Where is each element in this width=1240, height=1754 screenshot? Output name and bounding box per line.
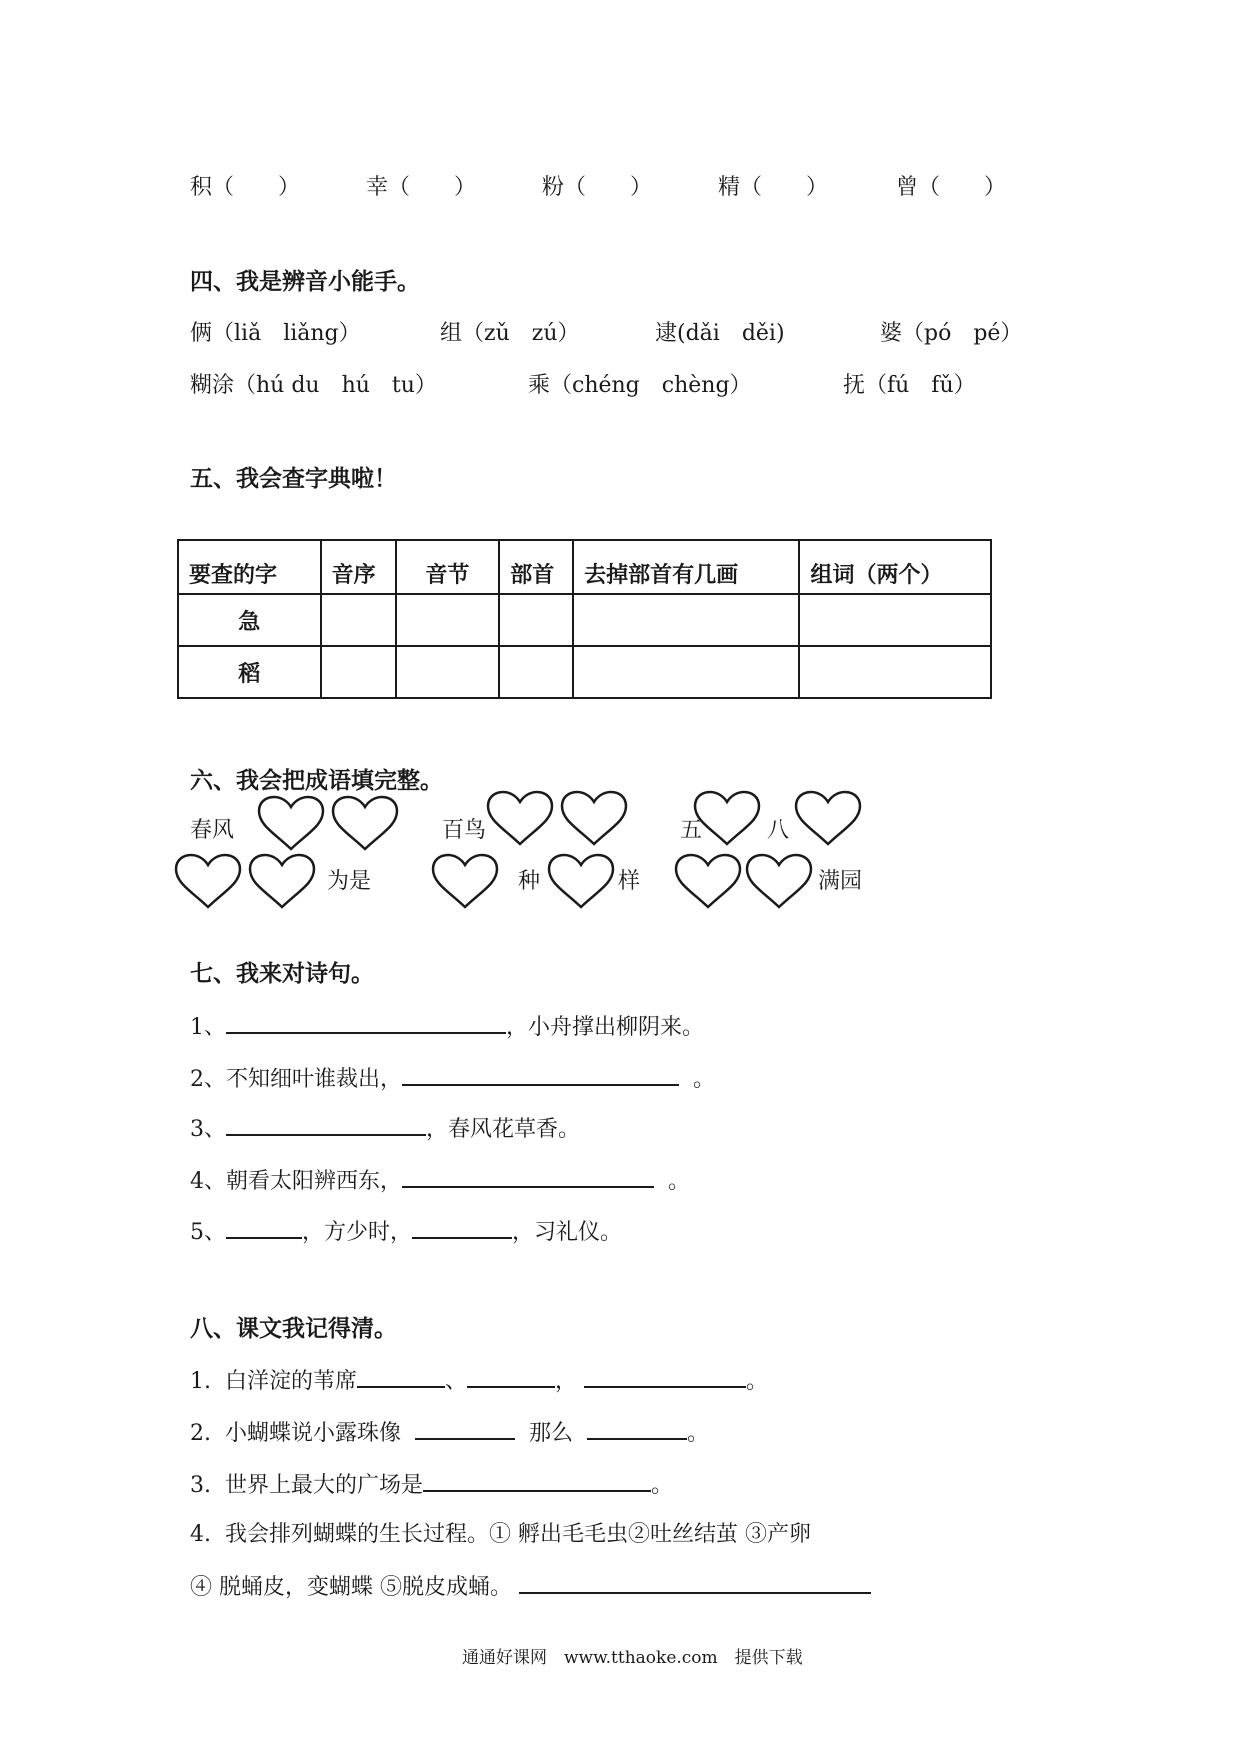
answer-blank[interactable] [412,1213,512,1239]
answer-blank[interactable] [402,1060,679,1086]
heart-icon[interactable] [692,790,762,846]
poem-text: 不知细叶谁裁出， [226,1067,403,1092]
header-strokes: 去掉部首有几画 [573,540,799,594]
heart-icon[interactable] [546,853,616,909]
poem-line-3 [190,1110,580,1143]
answer-blank[interactable] [587,1414,687,1440]
idiom-text: 为是 [327,869,372,894]
heart-icon[interactable] [173,853,243,909]
answer-blank[interactable] [423,1466,651,1492]
item-text: 那么 [529,1421,574,1446]
answer-blank[interactable] [226,1110,426,1136]
dictionary-table [177,539,992,699]
item-sep: ， [555,1369,578,1394]
poem-num: 5、 [190,1220,226,1245]
item-sep: 、 [445,1369,468,1394]
s3-item-2: 幸（ ） [366,175,477,200]
heart-icon[interactable] [744,853,814,909]
table-row [178,594,991,646]
heart-icon[interactable] [430,853,500,909]
poem-num: 4、 [190,1169,226,1194]
poem-text: ，方少时， [302,1220,413,1245]
footer-credit: 通通好课网 www.tthaoke.com 提供下载 [462,1648,803,1668]
cell-blank[interactable] [396,594,500,646]
poem-line-2 [190,1060,715,1093]
answer-blank[interactable] [357,1362,445,1388]
answer-blank[interactable] [519,1568,871,1594]
item-num: ④ [190,1575,213,1600]
row-char: 急 [178,594,321,646]
item-end: 。 [651,1473,674,1498]
poem-text: 。 [693,1067,716,1092]
idiom-text: 样 [618,869,641,894]
heart-icon[interactable] [793,790,863,846]
s4-row2-item-1: 糊涂（hú du hú tu） [190,373,437,398]
header-words: 组词（两个） [799,540,991,594]
section7-title: 七、我来对诗句。 [190,961,374,987]
s3-item-1: 积（ ） [190,175,301,200]
poem-line-5 [190,1213,622,1246]
poem-num: 2、 [190,1067,226,1092]
heart-icon[interactable] [559,790,629,846]
answer-blank[interactable] [467,1362,555,1388]
cell-blank[interactable] [573,646,799,698]
item-num: 3. [190,1473,211,1498]
cell-blank[interactable] [321,594,396,646]
table-header-row [178,540,991,594]
poem-num: 3、 [190,1117,226,1142]
s4-row1-item-1: 俩（liǎ liǎng） [190,321,361,346]
cell-blank[interactable] [321,646,396,698]
poem-text: ，小舟撑出柳阴来。 [506,1015,705,1040]
poem-text: 朝看太阳辨西东， [226,1169,403,1194]
cell-blank[interactable] [573,594,799,646]
heart-icon[interactable] [485,790,555,846]
cell-blank[interactable] [499,594,573,646]
poem-text: ，春风花草香。 [426,1117,581,1142]
heart-icon[interactable] [673,853,743,909]
answer-blank[interactable] [226,1008,506,1034]
row-char: 稻 [178,646,321,698]
s4-row2-item-2: 乘（chéng chèng） [528,373,752,398]
s4-row1-item-3: 逮(dǎi děi) [655,321,785,346]
poem-line-1 [190,1008,704,1041]
item-num: 4. [190,1522,211,1547]
table-row [178,646,991,698]
section4-title: 四、我是辨音小能手。 [190,269,420,295]
answer-blank[interactable] [402,1162,654,1188]
s3-item-3: 粉（ ） [542,175,653,200]
item-end: 。 [687,1421,710,1446]
header-yinjie: 音节 [396,540,500,594]
answer-blank[interactable] [584,1362,746,1388]
answer-blank[interactable] [226,1213,302,1239]
text-item-5 [190,1568,871,1601]
cell-blank[interactable] [799,594,991,646]
heart-icon[interactable] [247,853,317,909]
item-text: 小蝴蝶说小露珠像 [225,1421,402,1446]
item-num: 1. [190,1369,211,1394]
text-item-2 [190,1414,709,1447]
item-text: 白洋淀的苇席 [225,1369,358,1394]
item-end: 。 [746,1369,769,1394]
idiom-text: 种 [518,869,541,894]
poem-text: 。 [668,1169,691,1194]
s3-item-5: 曾（ ） [896,175,1007,200]
answer-blank[interactable] [415,1414,515,1440]
idiom-text: 满园 [818,869,863,894]
section6-title: 六、我会把成语填完整。 [190,768,443,794]
poem-num: 1、 [190,1015,226,1040]
section5-title: 五、我会查字典啦！ [190,466,397,492]
heart-icon[interactable] [256,795,326,851]
text-item-1 [190,1362,768,1395]
header-bushou: 部首 [499,540,573,594]
header-char: 要查的字 [178,540,321,594]
poem-text: ，习礼仪。 [512,1220,623,1245]
s4-row1-item-2: 组（zǔ zú） [440,321,580,346]
s4-row2-item-3: 抚（fú fǔ） [843,373,976,398]
cell-blank[interactable] [499,646,573,698]
item-text: 脱蛹皮，变蝴蝶 ⑤脱皮成蛹。 [219,1575,513,1600]
heart-icon[interactable] [330,795,400,851]
poem-line-4 [190,1162,690,1195]
s3-item-4: 精（ ） [718,175,829,200]
item-num: 2. [190,1421,211,1446]
idiom-text: 五 [680,818,703,843]
item-text: 世界上最大的广场是 [225,1473,424,1498]
cell-blank[interactable] [396,646,500,698]
s4-row1-item-4: 婆（pó pé） [880,321,1023,346]
item-text: 我会排列蝴蝶的生长过程。① 孵出毛毛虫②吐丝结茧 ③产卵 [225,1522,811,1547]
idiom-text: 春风 [190,818,235,843]
header-yinxu: 音序 [321,540,396,594]
idiom-text: 八 [767,818,790,843]
section8-title: 八、课文我记得清。 [190,1316,397,1342]
idiom-text: 百鸟 [442,818,487,843]
cell-blank[interactable] [799,646,991,698]
text-item-4 [190,1517,811,1548]
text-item-3 [190,1466,673,1499]
